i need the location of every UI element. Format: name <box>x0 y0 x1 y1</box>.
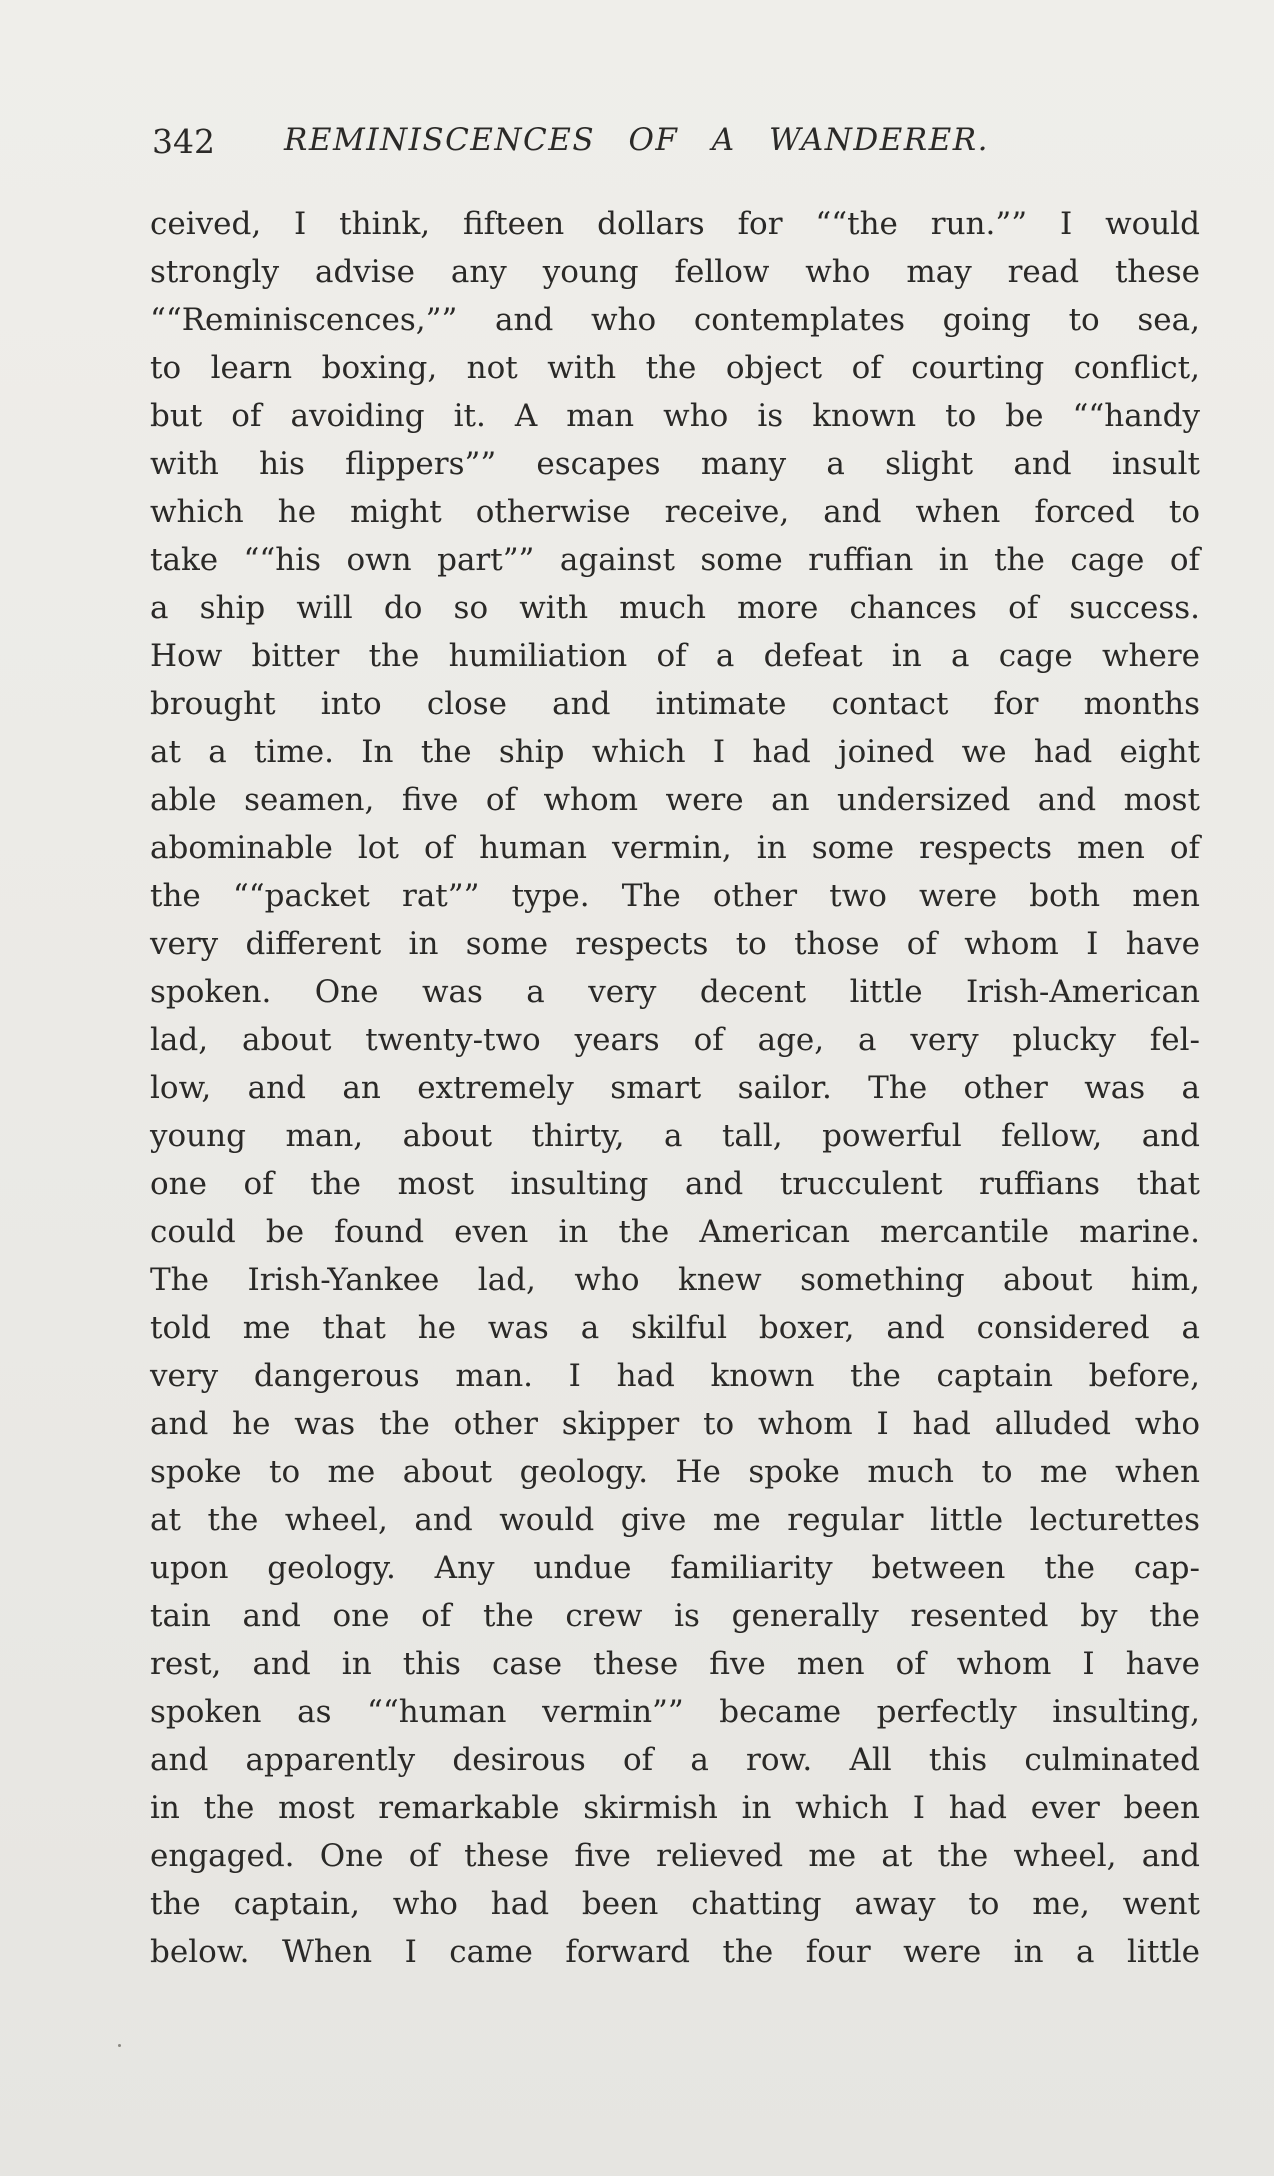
text-line: below. When I came forward the four were in a little <box>150 1934 1200 1970</box>
text-line: very different in some respects to those of whom I have <box>150 926 1200 962</box>
text-line: abominable lot of human vermin, in some respects men of <box>150 830 1200 866</box>
text-line: rest, and in this case these five men of whom I have <box>150 1646 1200 1682</box>
text-line: lad, about twenty-two years of age, a very plucky fel- <box>150 1022 1200 1058</box>
text-line: could be found even in the American mercantile marine. <box>150 1214 1200 1250</box>
text-line: the ““packet rat”” type. The other two were both men <box>150 878 1200 914</box>
text-line: and he was the other skipper to whom I had alluded who <box>150 1406 1200 1442</box>
text-line: the captain, who had been chatting away to me, went <box>150 1886 1200 1922</box>
text-line: at the wheel, and would give me regular little lecturettes <box>150 1502 1200 1538</box>
text-line: able seamen, five of whom were an undersized and most <box>150 782 1200 818</box>
text-line: in the most remarkable skirmish in which I had ever been <box>150 1790 1200 1826</box>
text-line: engaged. One of these five relieved me at the wheel, and <box>150 1838 1200 1874</box>
text-line: a ship will do so with much more chances of success. <box>150 590 1200 626</box>
text-line: The Irish-Yankee lad, who knew something about him, <box>150 1262 1200 1298</box>
text-line: take ““his own part”” against some ruffian in the cage of <box>150 542 1200 578</box>
text-line: ““Reminiscences,”” and who contemplates going to sea, <box>150 302 1200 338</box>
text-line: spoke to me about geology. He spoke much to me when <box>150 1454 1200 1490</box>
text-line: which he might otherwise receive, and when forced to <box>150 494 1200 530</box>
text-line: upon geology. Any undue familiarity between the cap- <box>150 1550 1200 1586</box>
body-text <box>150 200 1200 1976</box>
text-line: low, and an extremely smart sailor. The other was a <box>150 1070 1200 1106</box>
text-line: strongly advise any young fellow who may read these <box>150 254 1200 290</box>
text-line: young man, about thirty, a tall, powerful fellow, and <box>150 1118 1200 1154</box>
text-line: with his flippers”” escapes many a slight and insult <box>150 446 1200 482</box>
text-line: tain and one of the crew is generally resented by the <box>150 1598 1200 1634</box>
text-line: spoken as ““human vermin”” became perfectly insulting, <box>150 1694 1200 1730</box>
paper-speck <box>118 2044 121 2047</box>
running-title: REMINISCENCES OF A WANDERER. <box>284 122 989 158</box>
text-line: How bitter the humiliation of a defeat in a cage where <box>150 638 1200 674</box>
text-line: brought into close and intimate contact for months <box>150 686 1200 722</box>
text-line: spoken. One was a very decent little Irish-American <box>150 974 1200 1010</box>
page-number: 342 <box>152 122 215 161</box>
text-line: very dangerous man. I had known the captain before, <box>150 1358 1200 1394</box>
text-line: but of avoiding it. A man who is known to be ““handy <box>150 398 1200 434</box>
text-line: told me that he was a skilful boxer, and considered a <box>150 1310 1200 1346</box>
text-line: and apparently desirous of a row. All this culminated <box>150 1742 1200 1778</box>
running-header <box>152 122 1124 174</box>
text-line: to learn boxing, not with the object of courting conflict, <box>150 350 1200 386</box>
text-line: one of the most insulting and trucculent ruffians that <box>150 1166 1200 1202</box>
text-line: at a time. In the ship which I had joined we had eight <box>150 734 1200 770</box>
text-line: ceived, I think, fifteen dollars for ““the run.”” I would <box>150 206 1200 242</box>
